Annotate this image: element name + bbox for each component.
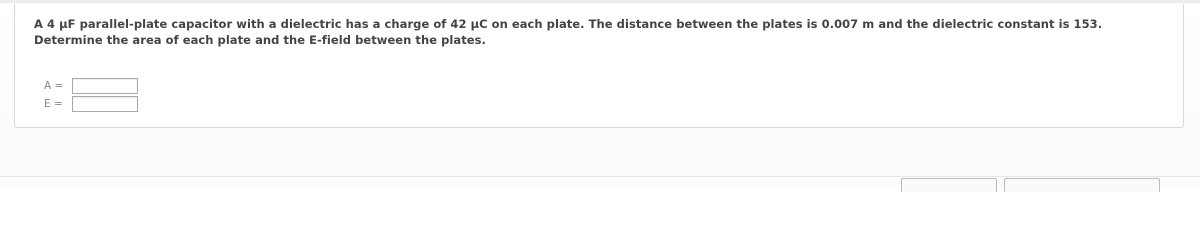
footer-button-left[interactable]	[901, 178, 997, 192]
question-text: A 4 µF parallel-plate capacitor with a dielectric has a charge of 42 µC on each plate. The distance between the plates is 0.007 m and the dielectric constant is 153. Determine the area of each plate and the E-field between the plates.	[34, 17, 1103, 47]
answer-row-efield	[44, 95, 138, 113]
efield-label: E =	[44, 98, 63, 110]
area-input[interactable]	[72, 78, 138, 94]
efield-input[interactable]	[72, 96, 138, 112]
area-label: A =	[44, 80, 64, 92]
answer-row-area	[44, 77, 138, 95]
footer-button-right[interactable]	[1004, 178, 1160, 192]
top-divider	[0, 0, 1200, 3]
bottom-divider	[0, 176, 1200, 177]
